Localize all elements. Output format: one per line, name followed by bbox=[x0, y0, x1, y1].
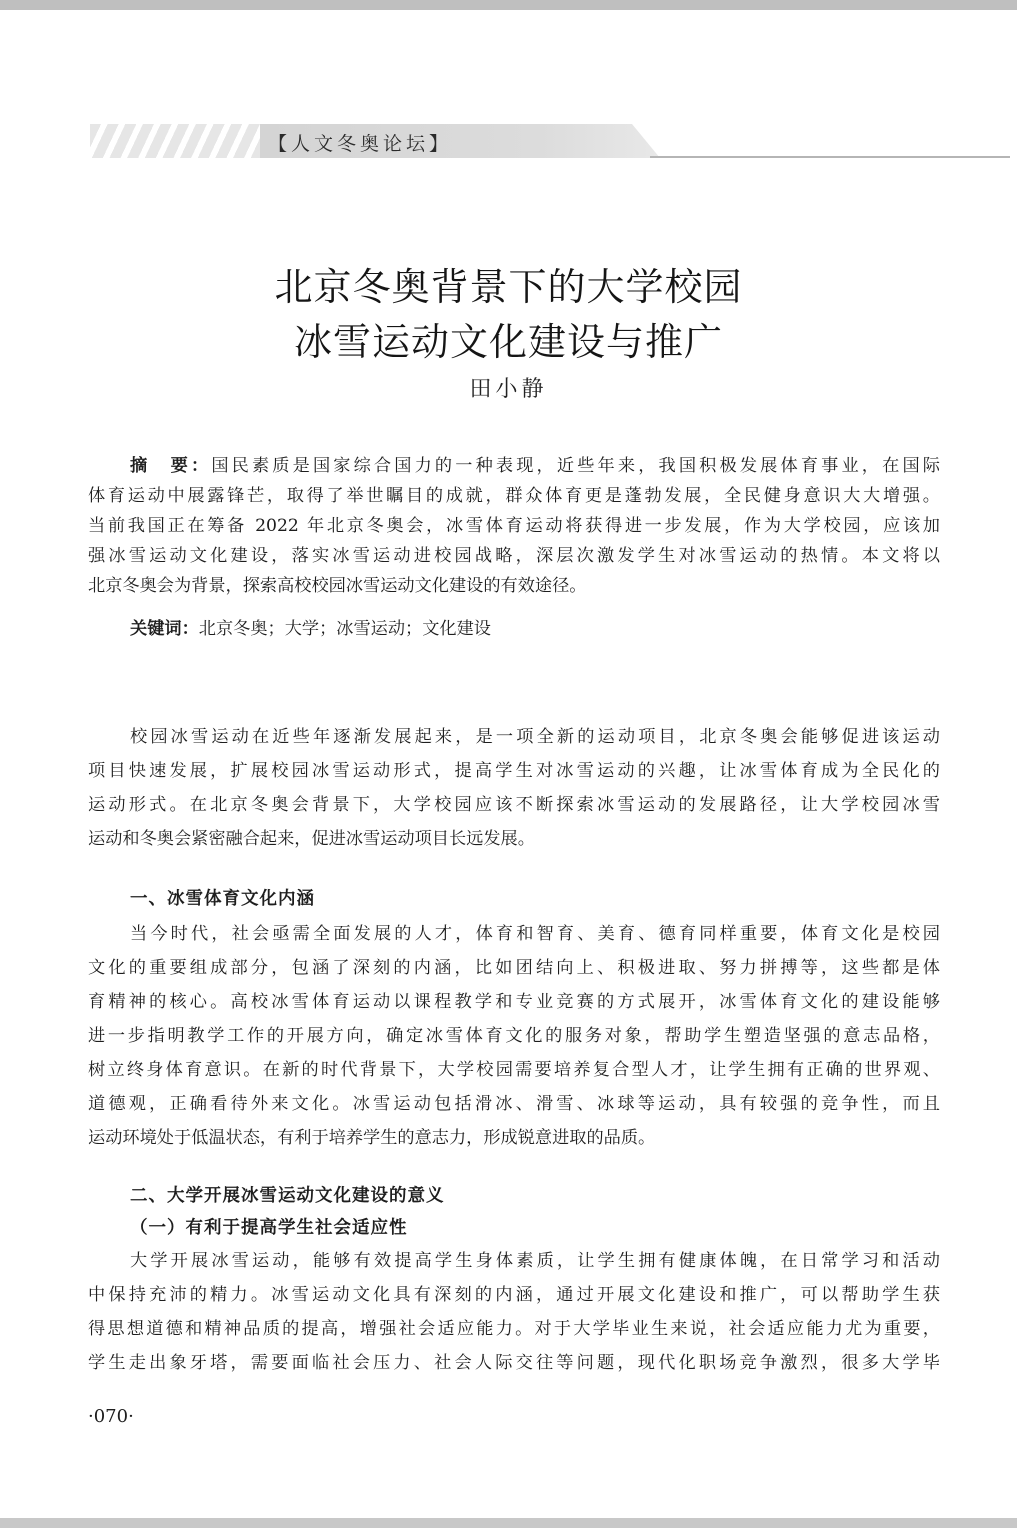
page-number: ·070· bbox=[88, 1406, 134, 1427]
keywords-text: 北京冬奥；大学；冰雪运动；文化建设 bbox=[198, 619, 491, 639]
keywords bbox=[130, 614, 940, 644]
section-2-line: 学生走出象牙塔，需要面临社会压力、社会人际交往等问题，现代化职场竞争激烈，很多大学毕 bbox=[88, 1353, 940, 1373]
subsection-heading: （一）有利于提高学生社会适应性 bbox=[130, 1218, 408, 1238]
section-1-line: 运动环境处于低温状态，有利于培养学生的意志力，形成锐意进取的品质。 bbox=[88, 1128, 656, 1148]
section-1-line: 道德观，正确看待外来文化。冰雪运动包括滑冰、滑雪、冰球等运动，具有较强的竞争性，而且 bbox=[88, 1094, 940, 1114]
intro-line: 运动和冬奥会紧密融合起来，促进冰雪运动项目长远发展。 bbox=[88, 829, 535, 849]
page-edge-top bbox=[0, 0, 1017, 10]
section-1-heading: 一、冰雪体育文化内涵 bbox=[130, 889, 315, 909]
intro-line: 校园冰雪运动在近些年逐渐发展起来，是一项全新的运动项目，北京冬奥会能够促进该运动 bbox=[130, 727, 940, 747]
abstract-line: 体育运动中展露锋芒，取得了举世瞩目的成就，群众体育更是蓬勃发展，全民健身意识大大增强。 bbox=[88, 486, 940, 506]
intro-line: 项目快速发展，扩展校园冰雪运动形式，提高学生对冰雪运动的兴趣，让冰雪体育成为全民化的 bbox=[88, 761, 940, 781]
abstract-line: 北京冬奥会为背景，探索高校校园冰雪运动文化建设的有效途径。 bbox=[88, 576, 587, 596]
banner-stripes bbox=[90, 124, 270, 158]
abstract-label: 摘 要： bbox=[130, 456, 212, 476]
title-line-1: 北京冬奥背景下的大学校园 bbox=[274, 265, 743, 309]
keywords-label: 关键词： bbox=[130, 619, 199, 639]
title-line-2: 冰雪运动文化建设与推广 bbox=[293, 320, 723, 364]
intro-line: 运动形式。在北京冬奥会背景下，大学校园应该不断探索冰雪运动的发展路径，让大学校园冰雪 bbox=[88, 795, 940, 815]
section-1-line: 育精神的核心。高校冰雪体育运动以课程教学和专业竞赛的方式展开，冰雪体育文化的建设能够 bbox=[88, 992, 940, 1012]
banner-rule bbox=[650, 156, 1010, 158]
section-1-line: 树立终身体育意识。在新的时代背景下，大学校园需要培养复合型人才，让学生拥有正确的世界观、 bbox=[88, 1060, 940, 1080]
section-2-line: 得思想道德和精神品质的提高，增强社会适应能力。对于大学毕业生来说，社会适应能力尤为重要， bbox=[88, 1319, 940, 1339]
section-2-line: 大学开展冰雪运动，能够有效提高学生身体素质，让学生拥有健康体魄，在日常学习和活动 bbox=[130, 1251, 940, 1271]
page-edge-bottom bbox=[0, 1518, 1017, 1528]
section-1-line: 当今时代，社会亟需全面发展的人才，体育和智育、美育、德育同样重要，体育文化是校园 bbox=[130, 924, 940, 944]
column-name: 【人文冬奥论坛】 bbox=[268, 133, 453, 155]
section-1-line: 进一步指明教学工作的开展方向，确定冰雪体育文化的服务对象，帮助学生塑造坚强的意志品格， bbox=[88, 1026, 940, 1046]
column-banner bbox=[90, 124, 1017, 158]
author: 田小静 bbox=[469, 377, 548, 402]
section-2-heading: 二、大学开展冰雪运动文化建设的意义 bbox=[130, 1186, 445, 1206]
abstract-line: 强冰雪运动文化建设，落实冰雪运动进校园战略，深层次激发学生对冰雪运动的热情。本文将以 bbox=[88, 546, 940, 566]
abstract-line: 当前我国正在筹备 2022 年北京冬奥会，冰雪体育运动将获得进一步发展，作为大学校园，应该加 bbox=[88, 516, 940, 536]
abstract-line: 摘 要：国民素质是国家综合国力的一种表现，近些年来，我国积极发展体育事业，在国际 bbox=[130, 456, 940, 476]
section-2-line: 中保持充沛的精力。冰雪运动文化具有深刻的内涵，通过开展文化建设和推广，可以帮助学生获 bbox=[88, 1285, 940, 1305]
section-1-line: 文化的重要组成部分，包涵了深刻的内涵，比如团结向上、积极进取、努力拼搏等，这些都是体 bbox=[88, 958, 940, 978]
